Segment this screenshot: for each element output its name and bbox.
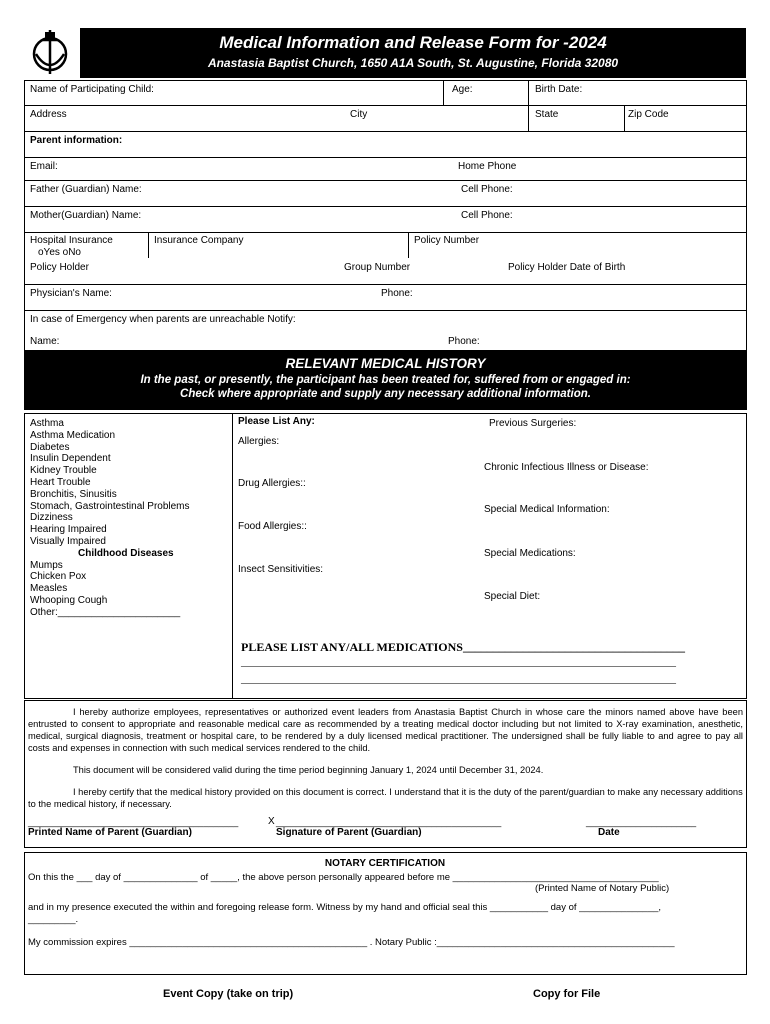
notary-title: NOTARY CERTIFICATION [324,858,446,869]
condition-checkbox-item[interactable]: Stomach, Gastrointestinal Problems [30,500,190,512]
policy-number-field[interactable]: Policy Number [414,235,480,246]
physician-phone-field[interactable]: Phone: [381,288,413,299]
father-name-field[interactable]: Father (Guardian) Name: [30,184,142,195]
condition-checkbox-item[interactable]: Bronchitis, Sinusitis [30,488,117,500]
father-cell-field[interactable]: Cell Phone: [461,184,513,195]
state-field[interactable]: State [535,109,559,120]
chronic-illness-field[interactable]: Chronic Infectious Illness or Disease: [484,462,649,473]
file-copy-label: Copy for File [533,988,601,1000]
childhood-disease-item[interactable]: Mumps [30,559,63,571]
special-medications-field[interactable]: Special Medications: [484,548,576,559]
history-title: RELEVANT MEDICAL HISTORY [285,356,486,371]
history-banner [24,351,747,410]
childhood-diseases-heading: Childhood Diseases [78,547,174,559]
notary-line-2[interactable]: and in my presence executed the within and foregoing release form. Witness by my hand and official seal this ___________ day of _______________, [28,902,662,913]
condition-checkbox-item[interactable]: Visually Impaired [30,535,106,547]
condition-checkbox-item[interactable]: Heart Trouble [30,476,91,488]
church-logo [28,26,72,78]
drug-allergies-field[interactable]: Drug Allergies:: [238,478,306,489]
group-number-field[interactable]: Group Number [344,262,411,273]
condition-checkbox-item[interactable]: Asthma [30,418,64,429]
notary-line-2b[interactable]: _________. [28,914,79,925]
medications-label[interactable]: PLEASE LIST ANY/ALL MEDICATIONS_____________________________________ [241,640,685,654]
signature-label: Signature of Parent (Guardian) [276,827,422,838]
release-paragraph: I hereby authorize employees, representatives or authorized event leaders from Anastasia Baptist Church in whose care the minors named above have been entrusted to consent to appropriate and reasonable medical care as recommended by a treating medical doctor including but not limited to X-ray examination, anesthetic, medical, surgical diagnosis, treatment or hospital care, to be rendered by a duly licensed medical practitioner. The undersigned shall be fully liable to and agree to pay all costs and expenses in connection with such medical services rendered to the child. [28,707,743,753]
physician-name-field[interactable]: Physician's Name: [30,288,112,299]
child-name-field[interactable]: Name of Participating Child: [30,84,154,95]
form-subtitle: Anastasia Baptist Church, 1650 A1A South, St. Augustine, Florida 32080 [207,56,619,70]
allergies-field[interactable]: Allergies: [238,436,280,447]
condition-checkbox-item[interactable]: Diabetes [30,441,70,453]
date-line[interactable]: ______________________ [586,817,697,827]
mother-name-field[interactable]: Mother(Guardian) Name: [30,210,142,221]
childhood-disease-item[interactable]: Whooping Cough [30,594,108,606]
validity-paragraph: This document will be considered valid during the time period beginning January 1, 2024 until December 31, 2024. [73,765,544,775]
certify-paragraph: I hereby certify that the medical history provided on this document is correct. I understand that it is the duty of the parent/guardian to make any necessary additions to the medical history, if necessary. [28,787,743,809]
notary-printed-name-label: (Printed Name of Notary Public) [535,883,670,894]
mother-cell-field[interactable]: Cell Phone: [461,210,513,221]
special-medical-info-field[interactable]: Special Medical Information: [484,504,610,515]
history-instruction-2: Check where appropriate and supply any necessary additional information. [180,388,591,400]
insect-sensitivities-field[interactable]: Insect Sensitivities: [238,564,324,575]
previous-surgeries-field[interactable]: Previous Surgeries: [489,418,577,429]
emergency-phone-field[interactable]: Phone: [448,336,480,347]
printed-name-label: Printed Name of Parent (Guardian) [28,827,192,838]
form-title: Medical Information and Release Form for -2024 [219,33,607,52]
home-phone-field[interactable]: Home Phone [458,161,517,172]
policy-holder-dob-field[interactable]: Policy Holder Date of Birth [508,262,626,273]
event-copy-label: Event Copy (take on trip) [163,988,294,1000]
emergency-name-field[interactable]: Name: [30,336,60,347]
date-label: Date [598,827,620,838]
parent-info-heading: Parent information: [30,135,123,146]
childhood-disease-item[interactable]: Chicken Pox [30,571,87,583]
history-instruction-1: In the past, or presently, the participant has been treated for, suffered from or engaged in: [140,374,631,386]
emergency-label: In case of Emergency when parents are unreachable Notify: [30,314,296,325]
address-field[interactable]: Address [30,109,67,120]
childhood-disease-item[interactable]: Measles [30,583,68,595]
insurance-company-field[interactable]: Insurance Company [154,235,244,246]
medications-line-1[interactable]: _______________________________________________________________________________________ [241,657,676,668]
food-allergies-field[interactable]: Food Allergies:: [238,521,307,532]
special-diet-field[interactable]: Special Diet: [484,591,541,602]
notary-line-1[interactable]: On this the ___ day of ______________ of _____, the above person personally appeared before me _______________________________________ [28,872,659,883]
signature-line[interactable]: _____________________________________________ [276,817,502,827]
zip-field[interactable]: Zip Code [628,109,669,120]
condition-checkbox-item[interactable]: Insulin Dependent [30,453,111,465]
hospital-insurance-label: Hospital Insurance [30,235,113,246]
form-header [80,28,746,78]
city-field[interactable]: City [350,109,368,120]
parent-name-line[interactable]: __________________________________________ [28,817,239,827]
notary-commission-line[interactable]: My commission expires _____________________________________________ . Notary Public :_____________________________________________ [28,937,675,948]
policy-holder-field[interactable]: Policy Holder [30,262,89,273]
insurance-yes-no-checkboxes[interactable]: oYes oNo [38,247,81,258]
please-list-label: Please List Any: [238,416,315,427]
email-field[interactable]: Email: [30,161,58,172]
signature-x-mark: X [268,816,275,827]
age-field[interactable]: Age: [452,84,473,95]
conditions-list [30,418,230,619]
birth-date-field[interactable]: Birth Date: [535,84,583,95]
condition-checkbox-item[interactable]: Asthma Medication [30,429,116,441]
condition-checkbox-item[interactable]: Hearing Impaired [30,524,107,536]
condition-checkbox-item[interactable]: Dizziness [30,512,73,524]
medications-line-2[interactable]: _______________________________________________________________________________________ [241,674,676,685]
condition-checkbox-item[interactable]: Kidney Trouble [30,465,97,477]
childhood-disease-item[interactable]: Other:______________________ [30,606,181,618]
